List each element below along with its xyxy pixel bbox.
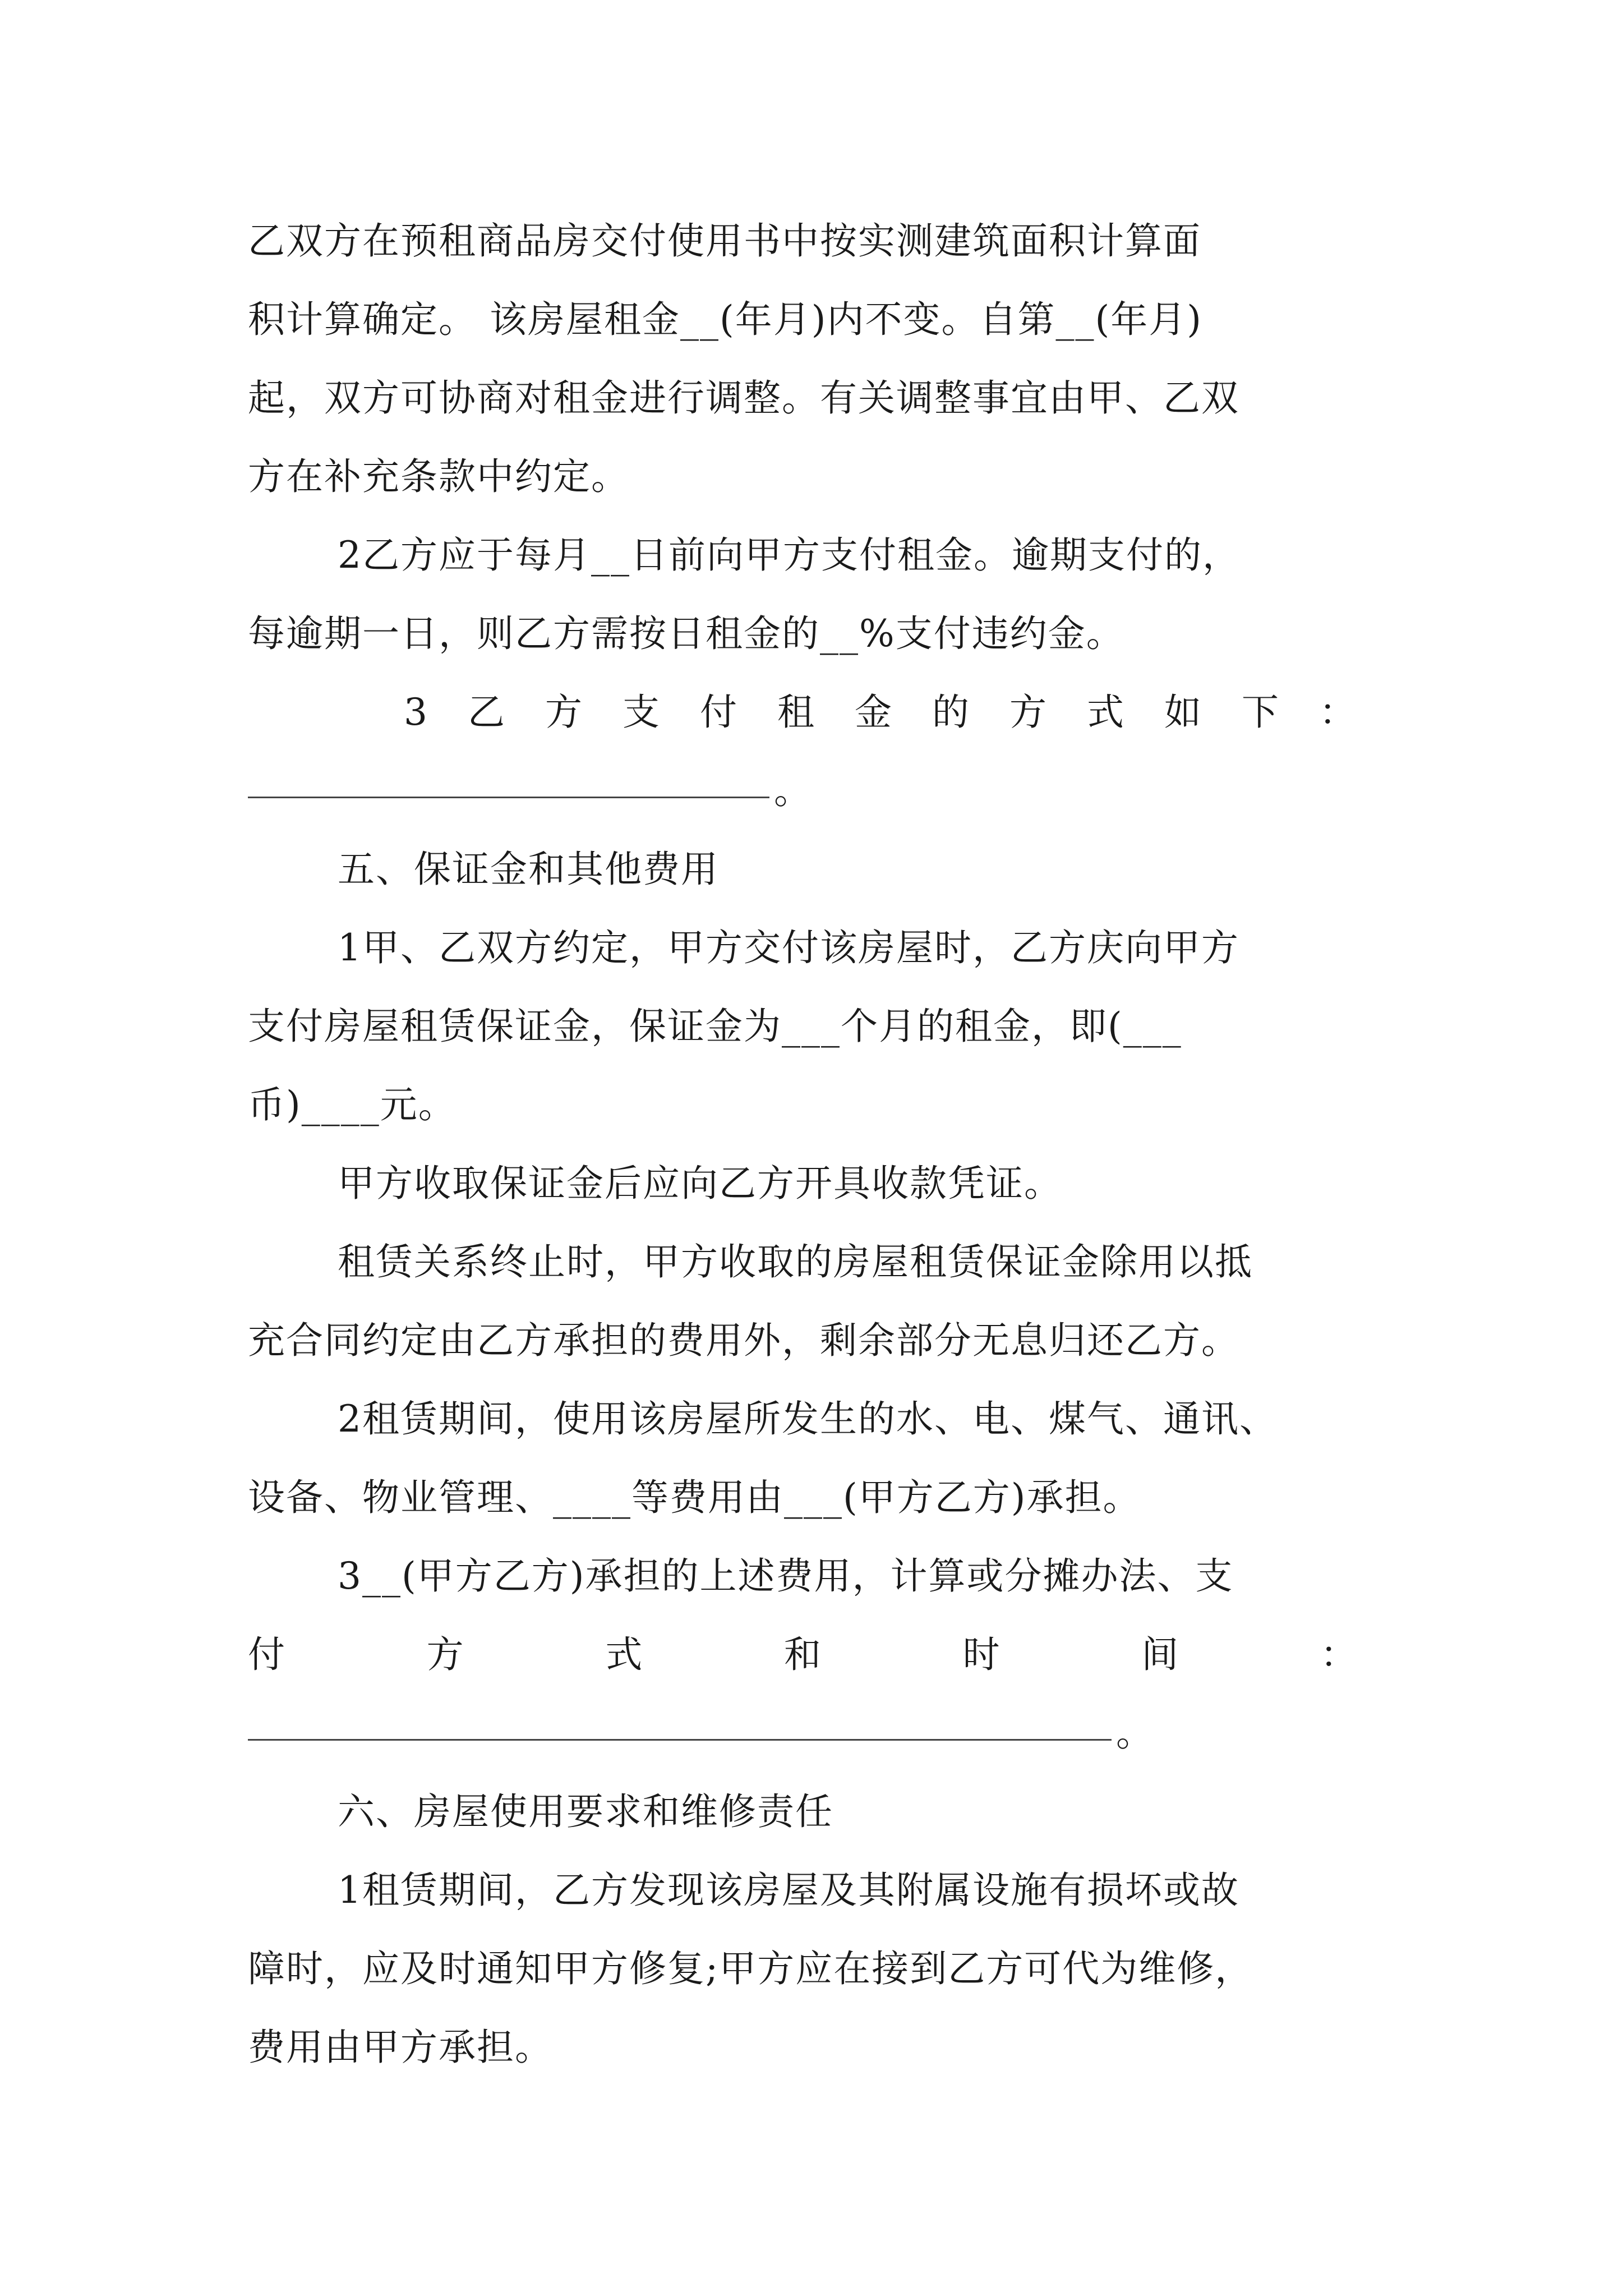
text-line-15: 2租赁期间，使用该房屋所发生的水、电、煤气、通讯、 [338,1397,1278,1441]
spread-char: 和 [783,1633,822,1676]
rent-payment-method-line [404,673,1357,752]
text-line-6: 每逾期一日，则乙方需按日租金的__%支付违约金。 [248,612,1124,655]
section-heading-deposit: 五、保证金和其他费用 [338,848,719,891]
blank-fill-line [248,797,769,798]
text-line-17: 3__(甲方乙方)承担的上述费用，计算或分摊办法、支 [338,1554,1234,1598]
blank-fill-line [248,1739,1112,1741]
period-mark: 。 [1116,1711,1153,1755]
text-line-10: 支付房屋租赁保证金，保证金为___个月的租金，即(___ [248,1005,1182,1048]
text-line-9: 1甲、乙双方约定，甲方交付该房屋时，乙方庆向甲方 [338,926,1239,969]
spread-char: ： [1320,1633,1358,1676]
period-mark: 。 [774,769,811,812]
spread-char: 式 [1087,691,1125,734]
spread-char: 式 [605,1633,644,1676]
spread-char: 乙 [468,691,506,734]
spread-char: 方 [426,1633,465,1676]
text-line-2: 积计算确定。 该房屋租金__(年月)内不变。自第__(年月) [248,298,1202,341]
spread-char: 下 [1242,691,1280,734]
spread-char: 方 [545,691,583,734]
section-heading-usage-maintenance: 六、房屋使用要求和维修责任 [338,1790,833,1833]
text-line-4: 方在补充条款中约定。 [248,455,629,498]
spread-char: 时 [962,1633,1001,1676]
spread-char: 付 [248,1633,286,1676]
spread-char: 3 [404,691,428,734]
spread-char: 付 [700,691,738,734]
text-line-16: 设备、物业管理、____等费用由___(甲方乙方)承担。 [248,1476,1141,1519]
text-line-21: 1租赁期间，乙方发现该房屋及其附属设施有损坏或故 [338,1869,1239,1912]
spread-char: 如 [1164,691,1202,734]
spread-char: 方 [1009,691,1048,734]
text-line-11: 币)____元。 [248,1083,457,1126]
text-line-1: 乙双方在预租商品房交付使用书中按实测建筑面积计算面 [248,219,1201,263]
text-line-5: 2乙方应于每月__日前向甲方支付租金。逾期支付的， [338,533,1241,577]
text-line-3: 起，双方可协商对租金进行调整。有关调整事宜由甲、乙双 [248,376,1239,420]
text-line-14: 充合同约定由乙方承担的费用外，剩余部分无息归还乙方。 [248,1319,1239,1362]
text-line-13: 租赁关系终止时，甲方收取的房屋租赁保证金除用以抵 [338,1240,1253,1283]
spread-char: 的 [932,691,970,734]
spread-char: 租 [777,691,815,734]
spread-char: 支 [623,691,661,734]
spread-char: 间 [1141,1633,1180,1676]
fee-payment-time-line [248,1616,1358,1694]
text-line-12: 甲方收取保证金后应向乙方开具收款凭证。 [338,1162,1062,1205]
text-line-23: 费用由甲方承担。 [248,2026,553,2069]
spread-char: ： [1319,691,1357,734]
spread-char: 金 [855,691,893,734]
text-line-22: 障时，应及时通知甲方修复;甲方应在接到乙方可代为维修， [248,1947,1253,1990]
